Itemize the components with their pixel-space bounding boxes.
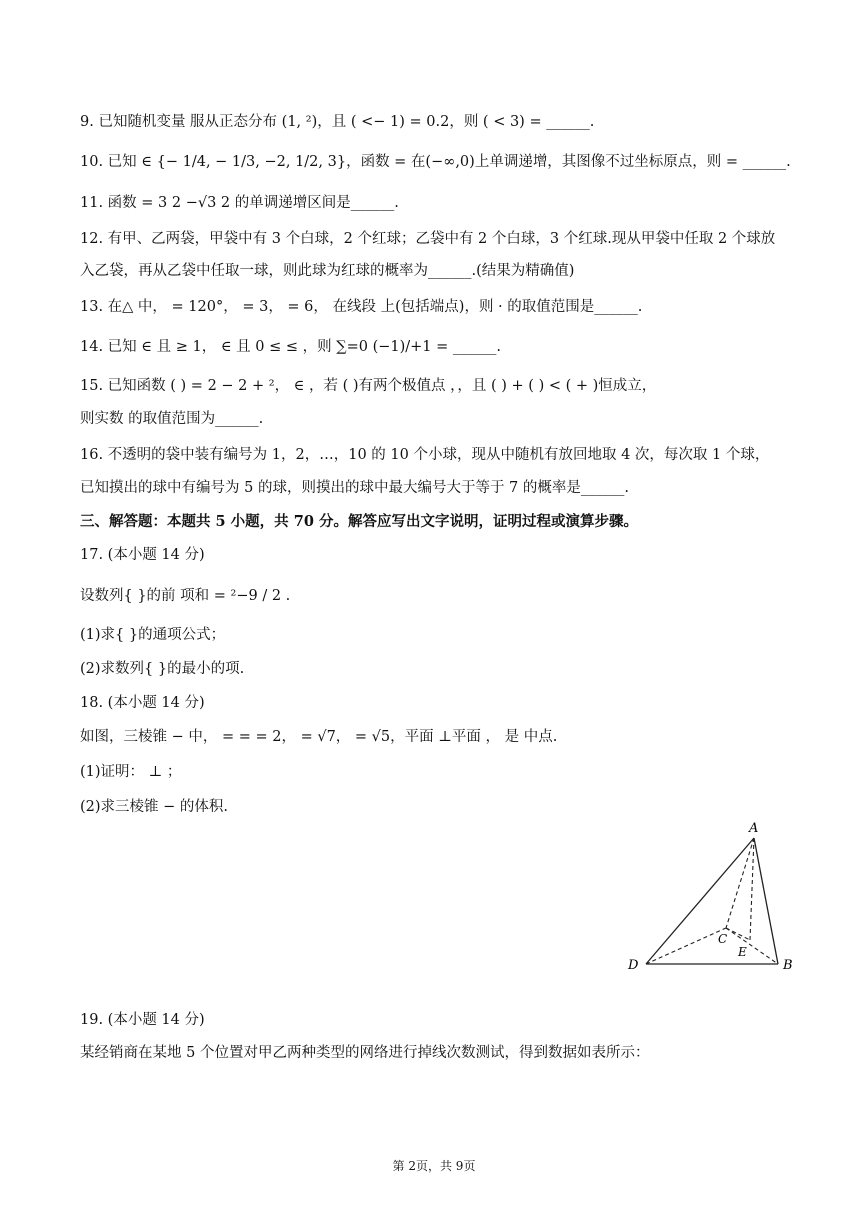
text-line: (2)求三棱锥 − 的体积. — [80, 799, 229, 815]
text-line: (2)求数列{ }的最小的项. — [80, 661, 245, 677]
vertex-label-a: A — [749, 821, 759, 836]
text-line: 则实数 的取值范围为______. — [80, 411, 264, 427]
text-line: 18. (本小题 14 分) — [80, 695, 205, 711]
vertex-label-d: D — [628, 958, 639, 973]
vertex-label-b: B — [783, 958, 793, 973]
edge-dc — [646, 928, 726, 964]
pyramid-figure — [620, 818, 810, 982]
edge-ce — [726, 928, 750, 940]
text-line: 12. 有甲、乙两袋，甲袋中有 3 个白球，2 个红球；乙袋中有 2 个白球，3 个红球.现从甲袋中任取 2 个球放 — [80, 231, 776, 247]
text-line: 19. (本小题 14 分) — [80, 1012, 205, 1028]
vertex-label-c: C — [718, 932, 728, 946]
text-line: (1)求{ }的通项公式； — [80, 627, 226, 643]
text-line: 入乙袋，再从乙袋中任取一球，则此球为红球的概率为______.(结果为精确值) — [80, 263, 575, 279]
text-line: 16. 不透明的袋中装有编号为 1，2，…，10 的 10 个小球，现从中随机有放回地取 4 次，每次取 1 个球， — [80, 447, 770, 463]
text-line: 如图，三棱锥 − 中， = = = 2， = √7， = √5，平面 ⊥平面 ， 是 中点. — [80, 729, 558, 745]
text-line: (1)证明： ⊥ ； — [80, 764, 182, 780]
text-line: 9. 已知随机变量 服从正态分布 (1, ²)，且 ( <− 1) = 0.2，则 ( < 3) = ______. — [80, 114, 595, 130]
edge-ac — [726, 838, 754, 928]
text-line: 已知摸出的球中有编号为 5 的球，则摸出的球中最大编号大于等于 7 的概率是______. — [80, 480, 629, 496]
text-line: 10. 已知 ∈ {− 1/4, − 1/3, −2, 1/2, 3}，函数 = 在(−∞,0)上单调递增，其图像不过坐标原点，则 = ______. — [80, 154, 791, 170]
text-line: 设数列{ }的前 项和 = ²−9 / 2 . — [80, 588, 291, 604]
edge-ae — [750, 838, 754, 940]
text-line: 17. (本小题 14 分) — [80, 547, 205, 563]
vertex-label-e: E — [738, 945, 747, 959]
text-line: 11. 函数 = 3 2 −√3 2 的单调递增区间是______. — [80, 195, 399, 211]
edge-ab — [754, 838, 778, 964]
text-line: 14. 已知 ∈ 且 ≥ 1， ∈ 且 0 ≤ ≤ ，则 ∑=0 (−1)/+1 = ______. — [80, 339, 501, 355]
edge-cb — [726, 928, 778, 964]
page-footer: 第 2页，共 9页 — [392, 1159, 476, 1173]
text-line: 某经销商在某地 5 个位置对甲乙两种类型的网络进行掉线次数测试，得到数据如表所示： — [80, 1045, 650, 1061]
text-line: 三、解答题：本题共 5 小题，共 70 分。解答应写出文字说明，证明过程或演算步骤。 — [80, 513, 638, 530]
text-line: 15. 已知函数 ( ) = 2 − 2 + ²， ∈ ，若 ( )有两个极值点 ，，且 ( ) + ( ) < ( + )恒成立， — [80, 378, 657, 394]
text-line: 13. 在△ 中， = 120°， = 3， = 6， 在线段 上(包括端点)，则 · 的取值范围是______. — [80, 299, 643, 315]
